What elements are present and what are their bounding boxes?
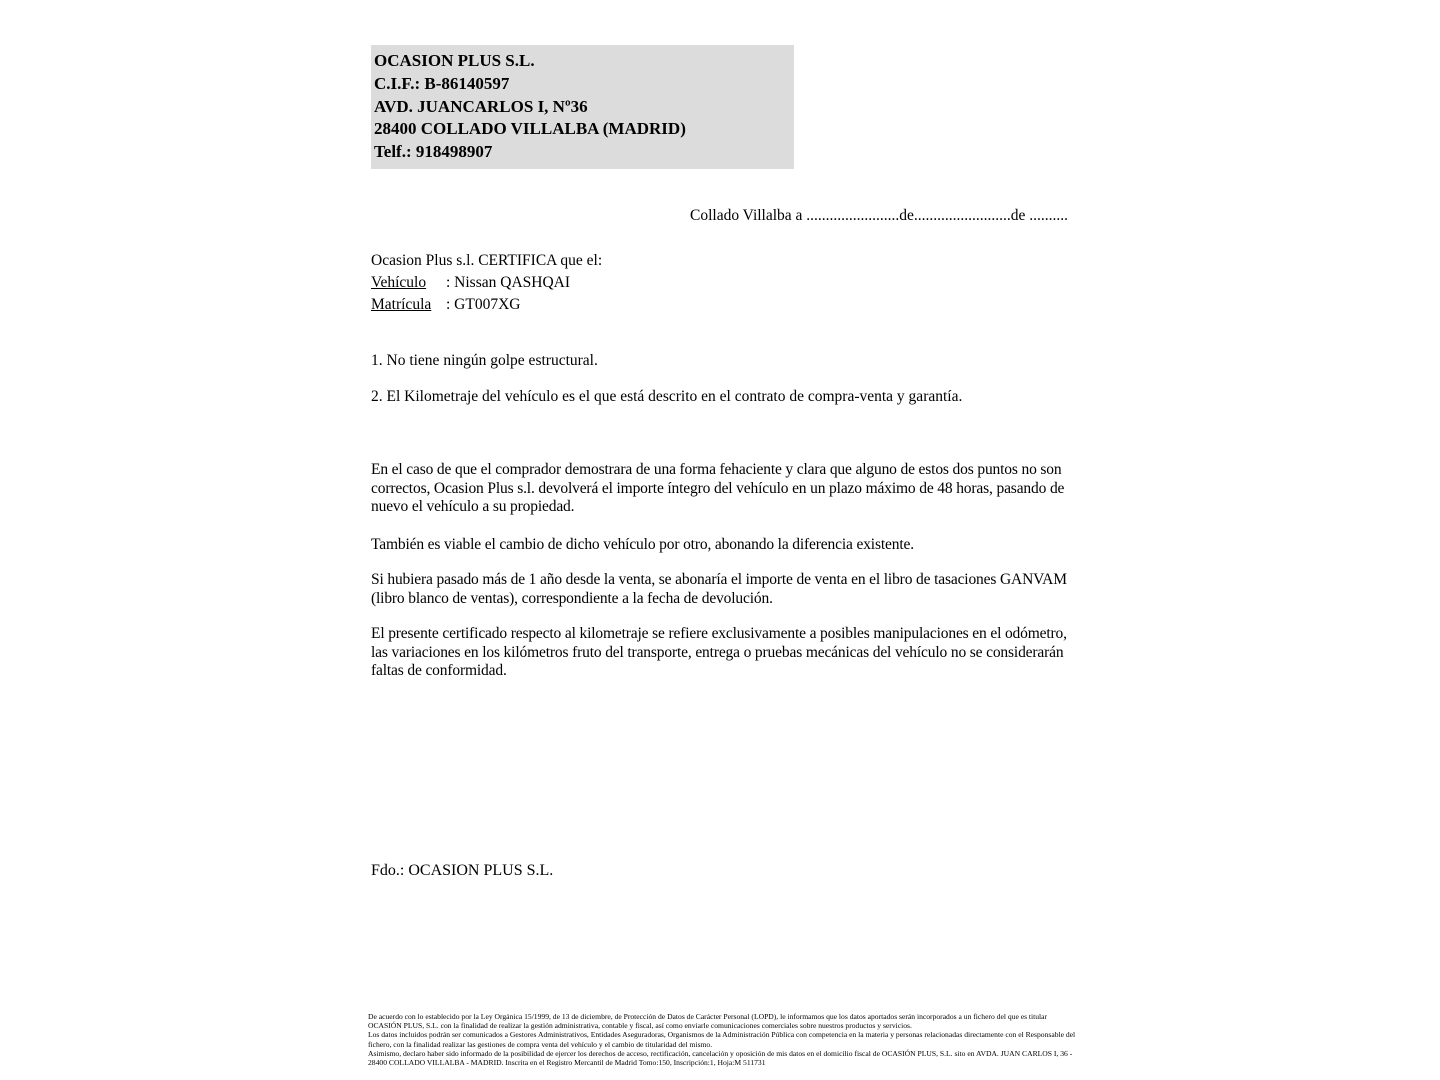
vehicle-label: Vehículo <box>371 274 427 291</box>
vehicle-value: : Nissan QASHQAI <box>446 274 570 291</box>
vehicle-label-wrap <box>371 272 446 294</box>
signature-line: Fdo.: OCASION PLUS S.L. <box>371 862 554 879</box>
plate-value: : GT007XG <box>446 296 521 313</box>
certify-intro: Ocasion Plus s.l. CERTIFICA que el: <box>371 252 603 269</box>
company-phone: Telf.: 918498907 <box>374 142 493 162</box>
certified-point-1: 1. No tiene ningún golpe estructural. <box>371 352 598 369</box>
odometer-paragraph: El presente certificado respecto al kilometraje se refiere exclusivamente a posibles manipulaciones en el odómetro, las variaciones en los kilómetros fruto del transporte, entrega o pruebas mecánicas del vehículo no se considerarán faltas de conformidad. <box>371 625 1067 680</box>
company-cif: C.I.F.: B-86140597 <box>374 73 510 93</box>
vehicle-field <box>371 272 602 294</box>
company-address: AVD. JUANCARLOS I, Nº36 <box>374 96 588 116</box>
plate-field <box>371 294 602 316</box>
exchange-paragraph: También es viable el cambio de dicho vehículo por otro, abonando la diferencia existente. <box>371 536 914 553</box>
plate-label-wrap <box>371 294 446 316</box>
legal-footer-paragraph-1: De acuerdo con lo establecido por la Ley Orgánica 15/1999, de 13 de diciembre, de Protección de Datos de Carácter Personal (LOPD), le informamos que los datos aportados serán incorporados a un fichero del que es titular OCASIÓN PLUS, S.L. con la finalidad de realizar la gestión administrativa, contable y fiscal, así como enviarle comunicaciones comerciales sobre nuestros productos y servicios. <box>368 1012 1048 1031</box>
company-header-box <box>371 45 794 169</box>
refund-paragraph: En el caso de que el comprador demostrara de una forma fehaciente y clara que alguno de estos dos puntos no son correctos, Ocasion Plus s.l. devolverá el importe íntegro del vehículo en un plazo máximo de 48 horas, pasando de nuevo el vehículo a su propiedad. <box>371 461 1065 516</box>
legal-footer <box>368 1012 1082 1067</box>
company-city: 28400 COLLADO VILLALBA (MADRID) <box>374 119 686 139</box>
plate-label: Matrícula <box>371 296 432 313</box>
date-line: Collado Villalba a ........................de.........................de .......... <box>690 207 1069 224</box>
company-name: OCASION PLUS S.L. <box>374 51 535 70</box>
legal-footer-paragraph-2: Los datos incluidos podrán ser comunicados a Gestores Administrativos, Entidades Aseguradoras, Organismos de la Administración Pública con competencia en la materia y personas relacionadas directamente con el Responsable del fichero, con la finalidad realizar las gestiones de compra venta del vehículo y el cambio de titularidad del mismo. <box>368 1030 1076 1049</box>
ganvam-paragraph: Si hubiera pasado más de 1 año desde la venta, se abonaría el importe de venta en el libro de tasaciones GANVAM (libro blanco de ventas), correspondiente a la fecha de devolución. <box>371 571 1067 607</box>
legal-footer-paragraph-3: Asimismo, declaro haber sido informado de la posibilidad de ejercer los derechos de acceso, rectificación, cancelación y oposición de mis datos en el domicilio fiscal de OCASIÓN PLUS, S.L. sito en AVDA. JUAN CARLOS I, 36 - 28400 COLLADO VILLALBA - MADRID. Inscrita en el Registro Mercantil de Madrid Tomo:150, Inscripción:1, Hoja:M 511731 <box>368 1048 1073 1068</box>
certify-block <box>371 250 602 316</box>
certified-point-2: 2. El Kilometraje del vehículo es el que está descrito en el contrato de compra-venta y garantía. <box>371 388 963 405</box>
